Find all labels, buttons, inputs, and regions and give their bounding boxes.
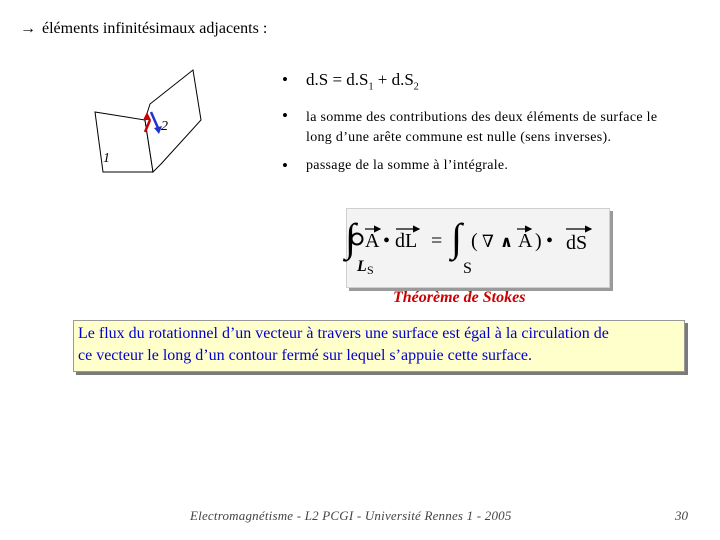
title-text: éléments infinitésimaux adjacents : [42,20,268,37]
dL: dL [395,230,418,252]
surface-element-2 [145,70,201,172]
footer-text: Electromagnétisme - L2 PCGI - Université Rennes 1 - 2005 [190,508,512,523]
surface-elements-diagram [85,62,215,172]
bullet-1-text: $d.S = d.S_1 + d.S_2$ [306,70,419,93]
statement-line-1: Le flux du rotationnel d’un vecteur à travers une surface est égal à la circulation de [78,325,609,342]
bullet-dot: • [282,106,289,125]
vector-A-2: A [518,230,533,252]
lower-limit-S-sub: S [367,263,374,277]
label-1: 1 [103,151,110,166]
label-2: 2 [161,119,168,134]
theorem-statement-box [73,320,685,372]
left-paren: ( [471,230,478,252]
slide-title [20,20,267,38]
right-arrow-icon: → [20,20,36,37]
right-paren: ) [535,230,542,252]
page-number: 30 [675,508,688,523]
lower-limit-L: L [357,258,367,275]
dot-product-2: • [546,230,554,252]
bullet-3-text: passage de la somme à l’intégrale. [306,158,509,173]
bullet-dot: • [282,156,289,175]
theorem-label: Théorème de Stokes [393,289,526,306]
surface-integral-sign: ∫ [451,215,462,260]
vector-A: A [365,230,380,252]
bullet-dot: • [282,70,288,89]
dS: dS [566,232,588,254]
stokes-formula-box [346,208,610,288]
dot-product: • [383,230,391,252]
bullet-2-text: la somme des contributions des deux éléments de surface le long d’une arête commune est nulle (sens inverses). [306,110,658,145]
contour-integral-sign: ∫ [345,215,356,260]
lower-limit-S: S [463,260,472,277]
equals-sign: = [431,230,443,252]
stokes-formula [347,209,609,287]
statement-line-2: ce vecteur le long d’un contour fermé sur lequel s’appuie cette surface. [78,347,533,364]
nabla-symbol: ∇ [482,232,494,252]
wedge-symbol: ∧ [500,232,513,251]
